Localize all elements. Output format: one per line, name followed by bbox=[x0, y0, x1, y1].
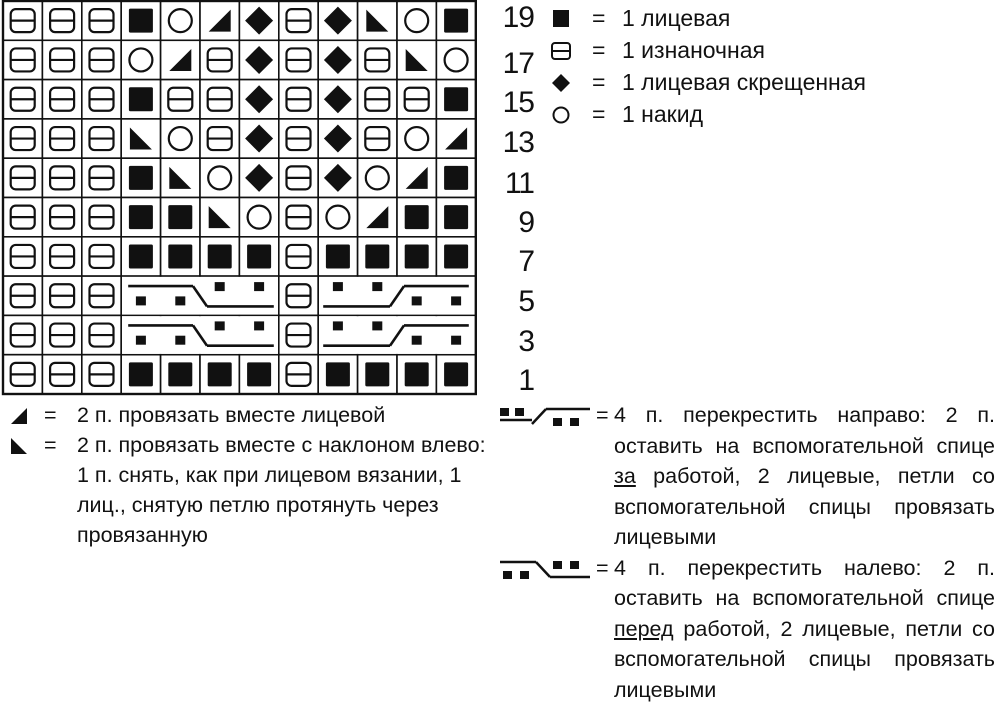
row-number: 17 bbox=[502, 47, 534, 80]
knit-cell bbox=[436, 355, 475, 394]
k2tog-triangle-icon bbox=[8, 406, 30, 426]
purl-cell bbox=[397, 80, 436, 119]
knit-cell bbox=[397, 355, 436, 394]
purl-cell bbox=[358, 119, 397, 158]
legend-text-before: 4 п. перекрестить направо: 2 п. оставить на вспомогательной спице bbox=[614, 403, 995, 458]
k2tog-cell bbox=[436, 119, 475, 158]
purl-cell bbox=[42, 80, 81, 119]
twisted-knit-cell bbox=[318, 158, 357, 197]
legend-label bbox=[614, 553, 995, 706]
twisted-knit-cell bbox=[239, 80, 278, 119]
legend-equals: = bbox=[44, 403, 57, 427]
purl-cell bbox=[82, 198, 121, 237]
twisted-knit-cell bbox=[239, 1, 278, 40]
purl-cell bbox=[42, 315, 81, 354]
legend-text-after: работой, 2 лицевые, петли со вспомогательной спицы провязать лицевыми bbox=[614, 616, 995, 702]
knit-cell bbox=[436, 80, 475, 119]
yarn-over-cell bbox=[397, 1, 436, 40]
row-number: 15 bbox=[502, 86, 534, 119]
legend-equals: = bbox=[596, 403, 609, 427]
legend-label: 1 лицевая скрещенная bbox=[622, 69, 867, 95]
legend-ssk bbox=[4, 430, 496, 550]
legend-label: 2 п. провязать вместе с наклоном влево: 1 п. снять, как при лицевом вязании, 1 лиц., снятую петлю протянуть через провязанную bbox=[77, 433, 486, 547]
row-number: 9 bbox=[518, 206, 534, 239]
legend-equals: = bbox=[592, 37, 606, 63]
knit-cell bbox=[161, 355, 200, 394]
knit-cell bbox=[318, 355, 357, 394]
purl-symbol-icon bbox=[550, 41, 572, 61]
knit-cell bbox=[358, 237, 397, 276]
knit-cell bbox=[121, 198, 160, 237]
purl-cell bbox=[3, 158, 42, 197]
legend-cable-right bbox=[498, 400, 995, 553]
cable-right-icon bbox=[498, 406, 592, 428]
cable-legend bbox=[498, 400, 995, 705]
yarn-over-cell bbox=[239, 198, 278, 237]
purl-cell bbox=[42, 1, 81, 40]
purl-cell bbox=[42, 40, 81, 79]
knit-cell bbox=[200, 237, 239, 276]
purl-cell bbox=[82, 40, 121, 79]
twisted-knit-cell bbox=[318, 119, 357, 158]
cable-left-cross bbox=[122, 316, 278, 354]
ssk-cell bbox=[121, 119, 160, 158]
purl-cell bbox=[3, 355, 42, 394]
legend-label bbox=[614, 400, 995, 553]
yarn-over-cell bbox=[358, 158, 397, 197]
purl-cell bbox=[82, 276, 121, 315]
purl-cell bbox=[279, 158, 318, 197]
legend-label: 1 накид bbox=[622, 101, 704, 127]
purl-cell bbox=[42, 276, 81, 315]
yarn-over-circle-icon bbox=[550, 105, 572, 125]
yarn-over-cell bbox=[161, 1, 200, 40]
legend-text-after: работой, 2 лицевые, петли со вспомогательной спицы провязать лицевыми bbox=[614, 464, 995, 549]
purl-cell bbox=[279, 276, 318, 315]
row-number: 5 bbox=[518, 285, 534, 318]
knit-cell bbox=[436, 237, 475, 276]
legend-underlined-word: за bbox=[614, 464, 636, 488]
purl-cell bbox=[279, 80, 318, 119]
purl-cell bbox=[279, 1, 318, 40]
knit-cell bbox=[358, 355, 397, 394]
diamond-icon bbox=[550, 73, 572, 93]
purl-cell bbox=[358, 40, 397, 79]
purl-cell bbox=[3, 276, 42, 315]
knit-cell bbox=[121, 237, 160, 276]
legend-cable-left bbox=[498, 553, 995, 706]
cable-left-cross bbox=[122, 277, 278, 315]
knit-cell bbox=[436, 158, 475, 197]
yarn-over-cell bbox=[200, 158, 239, 197]
purl-cell bbox=[279, 315, 318, 354]
purl-cell bbox=[82, 80, 121, 119]
knit-cell bbox=[121, 355, 160, 394]
ssk-cell bbox=[358, 1, 397, 40]
yarn-over-cell bbox=[318, 198, 357, 237]
twisted-knit-cell bbox=[318, 40, 357, 79]
twisted-knit-cell bbox=[239, 158, 278, 197]
k2tog-cell bbox=[200, 1, 239, 40]
twisted-knit-cell bbox=[318, 1, 357, 40]
purl-cell bbox=[279, 119, 318, 158]
k2tog-cell bbox=[358, 198, 397, 237]
twisted-knit-cell bbox=[318, 80, 357, 119]
purl-cell bbox=[42, 198, 81, 237]
twisted-knit-cell bbox=[239, 119, 278, 158]
legend-label: 2 п. провязать вместе лицевой bbox=[77, 403, 386, 427]
ssk-cell bbox=[200, 198, 239, 237]
legend-equals: = bbox=[592, 101, 606, 127]
knit-cell bbox=[239, 237, 278, 276]
knit-cell bbox=[121, 80, 160, 119]
yarn-over-cell bbox=[397, 119, 436, 158]
decrease-legend bbox=[4, 400, 496, 550]
purl-cell bbox=[279, 237, 318, 276]
purl-cell bbox=[200, 119, 239, 158]
row-number: 3 bbox=[518, 325, 534, 358]
purl-cell bbox=[3, 40, 42, 79]
row-number: 19 bbox=[502, 1, 534, 34]
yarn-over-cell bbox=[436, 40, 475, 79]
purl-cell bbox=[42, 237, 81, 276]
purl-cell bbox=[42, 355, 81, 394]
purl-cell bbox=[3, 237, 42, 276]
knit-cell bbox=[397, 198, 436, 237]
row-number: 11 bbox=[504, 167, 534, 200]
purl-cell bbox=[82, 1, 121, 40]
legend-k2tog bbox=[4, 400, 496, 430]
legend-equals: = bbox=[592, 5, 606, 31]
purl-cell bbox=[3, 315, 42, 354]
purl-cell bbox=[3, 198, 42, 237]
legend-equals: = bbox=[592, 69, 606, 95]
cable-left-icon bbox=[498, 559, 592, 581]
knit-cell bbox=[436, 198, 475, 237]
knit-cell bbox=[161, 198, 200, 237]
ssk-cell bbox=[161, 158, 200, 197]
k2tog-cell bbox=[161, 40, 200, 79]
purl-cell bbox=[82, 315, 121, 354]
row-numbers bbox=[498, 0, 540, 400]
knit-square-icon bbox=[550, 9, 572, 29]
knit-cell bbox=[318, 237, 357, 276]
row-number: 1 bbox=[518, 364, 534, 397]
yarn-over-cell bbox=[121, 40, 160, 79]
row-number: 13 bbox=[502, 126, 534, 159]
knit-cell bbox=[239, 355, 278, 394]
purl-cell bbox=[279, 355, 318, 394]
ssk-triangle-icon bbox=[8, 436, 30, 456]
legend-text-before: 4 п. перекрестить налево: 2 п. оставить на вспомогательной спице bbox=[614, 555, 995, 610]
legend-underlined-word: перед bbox=[614, 616, 674, 641]
legend-label: 1 изнаночная bbox=[622, 37, 765, 63]
cable-right-cross bbox=[319, 316, 475, 354]
purl-cell bbox=[279, 40, 318, 79]
purl-cell bbox=[82, 355, 121, 394]
legend-equals: = bbox=[596, 555, 609, 580]
yarn-over-cell bbox=[161, 119, 200, 158]
purl-cell bbox=[82, 119, 121, 158]
knit-cell bbox=[200, 355, 239, 394]
knit-cell bbox=[161, 237, 200, 276]
knit-cell bbox=[436, 1, 475, 40]
purl-cell bbox=[82, 158, 121, 197]
knitting-chart bbox=[0, 0, 500, 400]
purl-cell bbox=[82, 237, 121, 276]
purl-cell bbox=[279, 198, 318, 237]
knit-cell bbox=[121, 158, 160, 197]
legend-label: 1 лицевая bbox=[622, 5, 731, 31]
purl-cell bbox=[3, 119, 42, 158]
row-number: 7 bbox=[518, 245, 534, 278]
knit-cell bbox=[397, 237, 436, 276]
purl-cell bbox=[358, 80, 397, 119]
k2tog-cell bbox=[397, 158, 436, 197]
cable-right-cross bbox=[319, 277, 475, 315]
purl-cell bbox=[200, 40, 239, 79]
ssk-cell bbox=[397, 40, 436, 79]
twisted-knit-cell bbox=[239, 40, 278, 79]
purl-cell bbox=[3, 1, 42, 40]
legend-equals: = bbox=[44, 433, 57, 457]
purl-cell bbox=[200, 80, 239, 119]
purl-cell bbox=[161, 80, 200, 119]
purl-cell bbox=[3, 80, 42, 119]
knit-cell bbox=[121, 1, 160, 40]
purl-cell bbox=[42, 158, 81, 197]
purl-cell bbox=[42, 119, 81, 158]
